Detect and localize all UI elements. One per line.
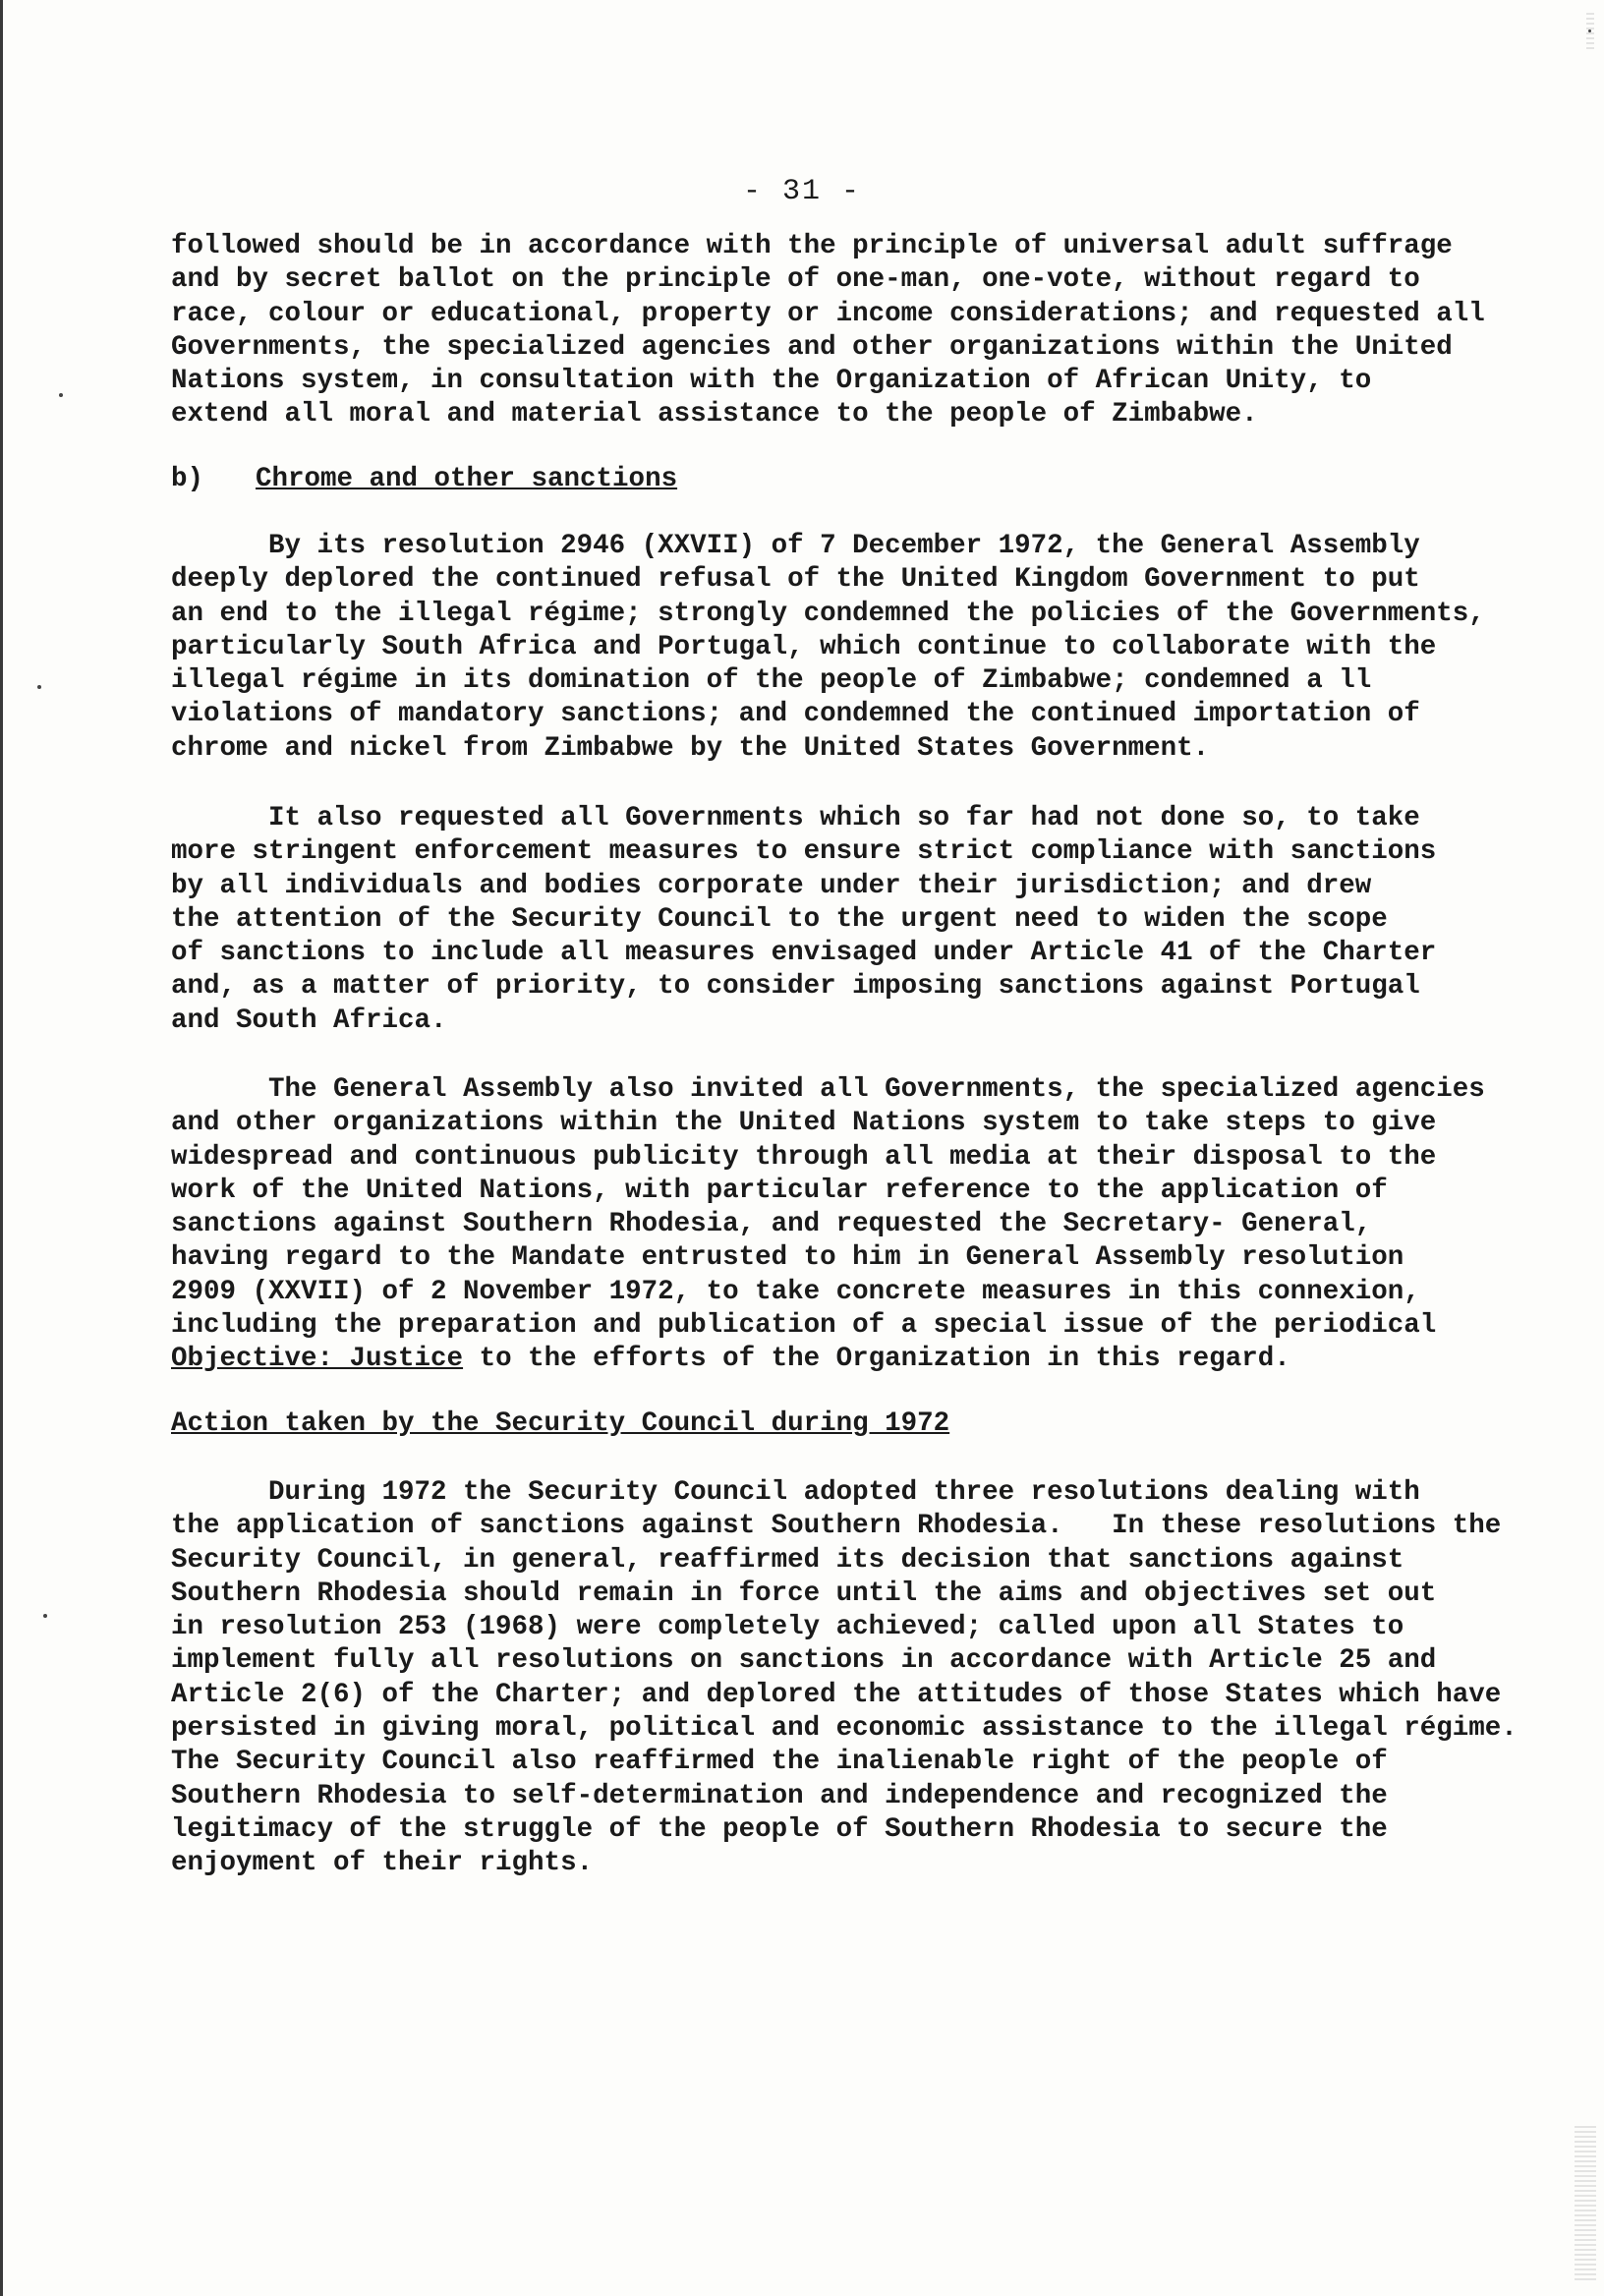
security-council-heading: Action taken by the Security Council during 1972 — [171, 1408, 950, 1439]
periodical-title: Objective: Justice — [171, 1344, 464, 1375]
section-b-title: Chrome and other sanctions — [256, 464, 678, 494]
scan-speck — [37, 685, 41, 689]
scan-left-edge — [0, 0, 3, 2296]
paragraph-resolution-2946: By its resolution 2946 (XXVII) of 7 December 1972, the General Assembly deeply deplored the continued refusal of the United Kingdom Government to put an end to the illegal régime; strongly condemned the policies of the Governments, particularly South Africa and Portugal, which continue to collaborate with the illegal régime in its domination of the people of Zimbabwe; condemned a ll violations of mandatory sanctions; and condemned the continued importation of chrome and nickel from Zimbabwe by the United States Government. — [171, 531, 1485, 764]
scan-speck — [43, 1614, 47, 1618]
paragraph-publicity-end: to the efforts of the Organization in this regard. — [463, 1344, 1290, 1375]
section-b-label: b) — [171, 464, 204, 494]
scan-speck — [59, 393, 63, 397]
paragraph-publicity — [171, 1073, 1518, 1377]
scan-edge-noise — [1586, 10, 1594, 49]
paragraph-security-council: During 1972 the Security Council adopted three resolutions dealing with the application of sanctions against Southern Rhodesia. In these resolutions the Security Council, in general, reaffirmed its decision that sanctions against Southern Rhodesia should remain in force until the aims and objectives set out in resolution 253 (1968) were completely achieved; called upon all States to implement fully all resolutions on sanctions in accordance with Article 25 and Article 2(6) of the Charter; and deplored the attitudes of those States which have persisted in giving moral, political and economic assistance to the illegal régime. The Security Council also reaffirmed the inalienable right of the people of Southern Rhodesia to self-determination and independence and recognized the legitimacy of the struggle of the people of Southern Rhodesia to secure the enjoyment of their rights. — [171, 1477, 1518, 1879]
paragraph-enforcement-measures: It also requested all Governments which so far had not done so, to take more stringent enforcement measures to ensure strict compliance with sanctions by all individuals and bodies corporate under their jurisdiction; and drew the attention of the Security Council to the urgent need to widen the scope of sanctions to include all measures envisaged under Article 41 of the Charter and, as a matter of priority, to consider imposing sanctions against Portugal and South Africa. — [171, 803, 1437, 1036]
section-b-heading — [171, 463, 677, 496]
paragraph-publicity-text: The General Assembly also invited all Governments, the specialized agencies and other organizations within the United Nations system to take steps to give widespread and continuous publicity through all media at their disposal to the work of the United Nations, with particular reference to the application of sanctions against Southern Rhodesia, and requested the Secretary- General, having regard to the Mandate entrusted to him in General Assembly resolution 2909 (XXVII) of 2 November 1972, to take concrete measures in this connexion, including the preparation and publication of a special issue of the periodical — [171, 1074, 1485, 1342]
scan-edge-noise — [1575, 2123, 1596, 2280]
page-number: - 31 - — [742, 175, 862, 208]
paragraph-continued: followed should be in accordance with the principle of universal adult suffrage and by secret ballot on the principle of one-man, one-vote, without regard to race, colour or educational, property or income considerations; and requested all Governments, the specialized agencies and other organizations within the United Nations system, in consultation with the Organization of African Unity, to extend all moral and material assistance to the people of Zimbabwe. — [171, 231, 1485, 430]
